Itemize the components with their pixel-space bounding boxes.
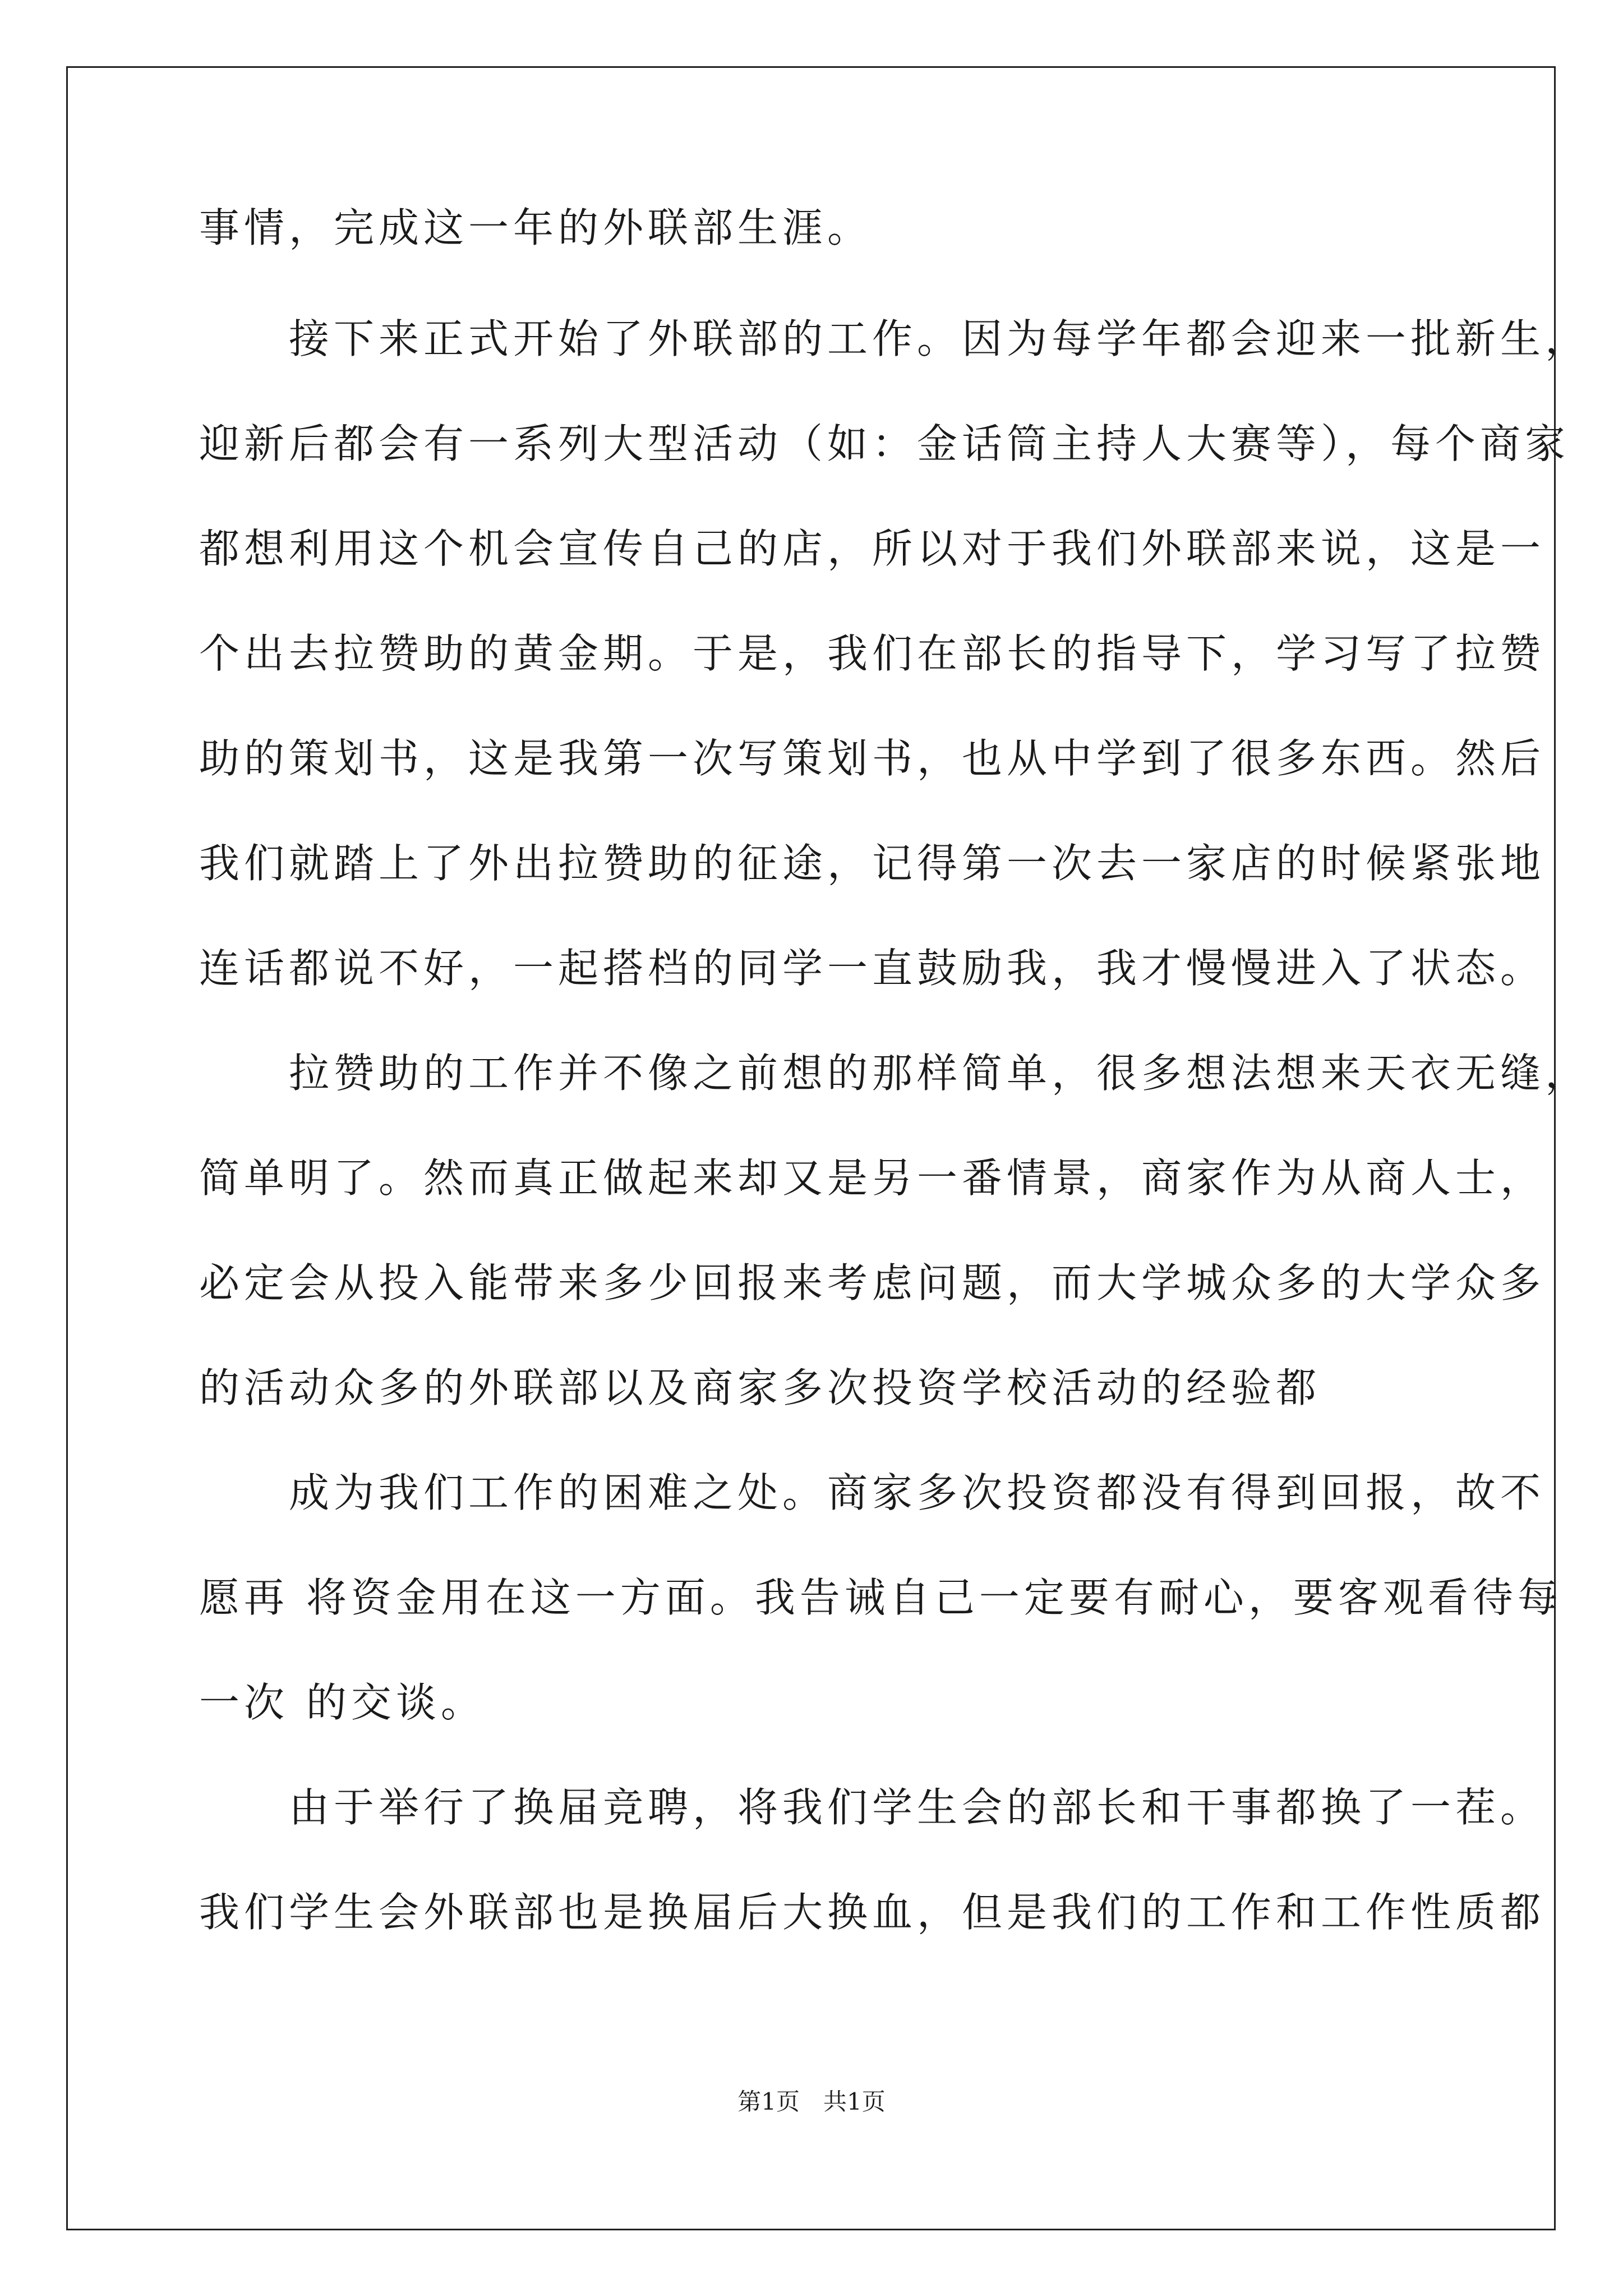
text-line: 我们就踏上了外出拉赞助的征途，记得第一次去一家店的时候紧张地 <box>199 840 1546 887</box>
text-line: 一次 的交谈。 <box>199 1679 486 1726</box>
text-line: 助的策划书，这是我第一次写策划书，也从中学到了很多东西。然后 <box>199 735 1546 782</box>
text-line: 的活动众多的外联部以及商家多次投资学校活动的经验都 <box>199 1364 1321 1411</box>
text-line: 都想利用这个机会宣传自己的店，所以对于我们外联部来说，这是一 <box>199 525 1546 572</box>
text-line: 愿再 将资金用在这一方面。我告诫自己一定要有耐心，要客观看待每 <box>199 1574 1562 1621</box>
page-number: 第1页 共1页 <box>737 2088 886 2115</box>
text-line: 我们学生会外联部也是换届后大换血，但是我们的工作和工作性质都 <box>199 1889 1546 1936</box>
text-line: 连话都说不好，一起搭档的同学一直鼓励我，我才慢慢进入了状态。 <box>199 945 1546 992</box>
text-line: 个出去拉赞助的黄金期。于是，我们在部长的指导下，学习写了拉赞 <box>199 630 1546 677</box>
text-line: 成为我们工作的困难之处。商家多次投资都没有得到回报，故不 <box>199 1469 1546 1516</box>
text-line: 拉赞助的工作并不像之前想的那样简单，很多想法想来天衣无缝， <box>199 1050 1590 1097</box>
text-line: 由于举行了换届竞聘，将我们学生会的部长和干事都换了一茬。 <box>199 1784 1546 1831</box>
text-line: 接下来正式开始了外联部的工作。因为每学年都会迎来一批新生， <box>199 315 1590 362</box>
text-line: 简单明了。然而真正做起来却又是另一番情景，商家作为从商人士， <box>199 1154 1546 1202</box>
text-line: 必定会从投入能带来多少回报来考虑问题，而大学城众多的大学众多 <box>199 1259 1546 1306</box>
text-line: 迎新后都会有一系列大型活动（如：金话筒主持人大赛等），每个商家 <box>199 420 1570 467</box>
text-line: 事情，完成这一年的外联部生涯。 <box>199 204 873 251</box>
